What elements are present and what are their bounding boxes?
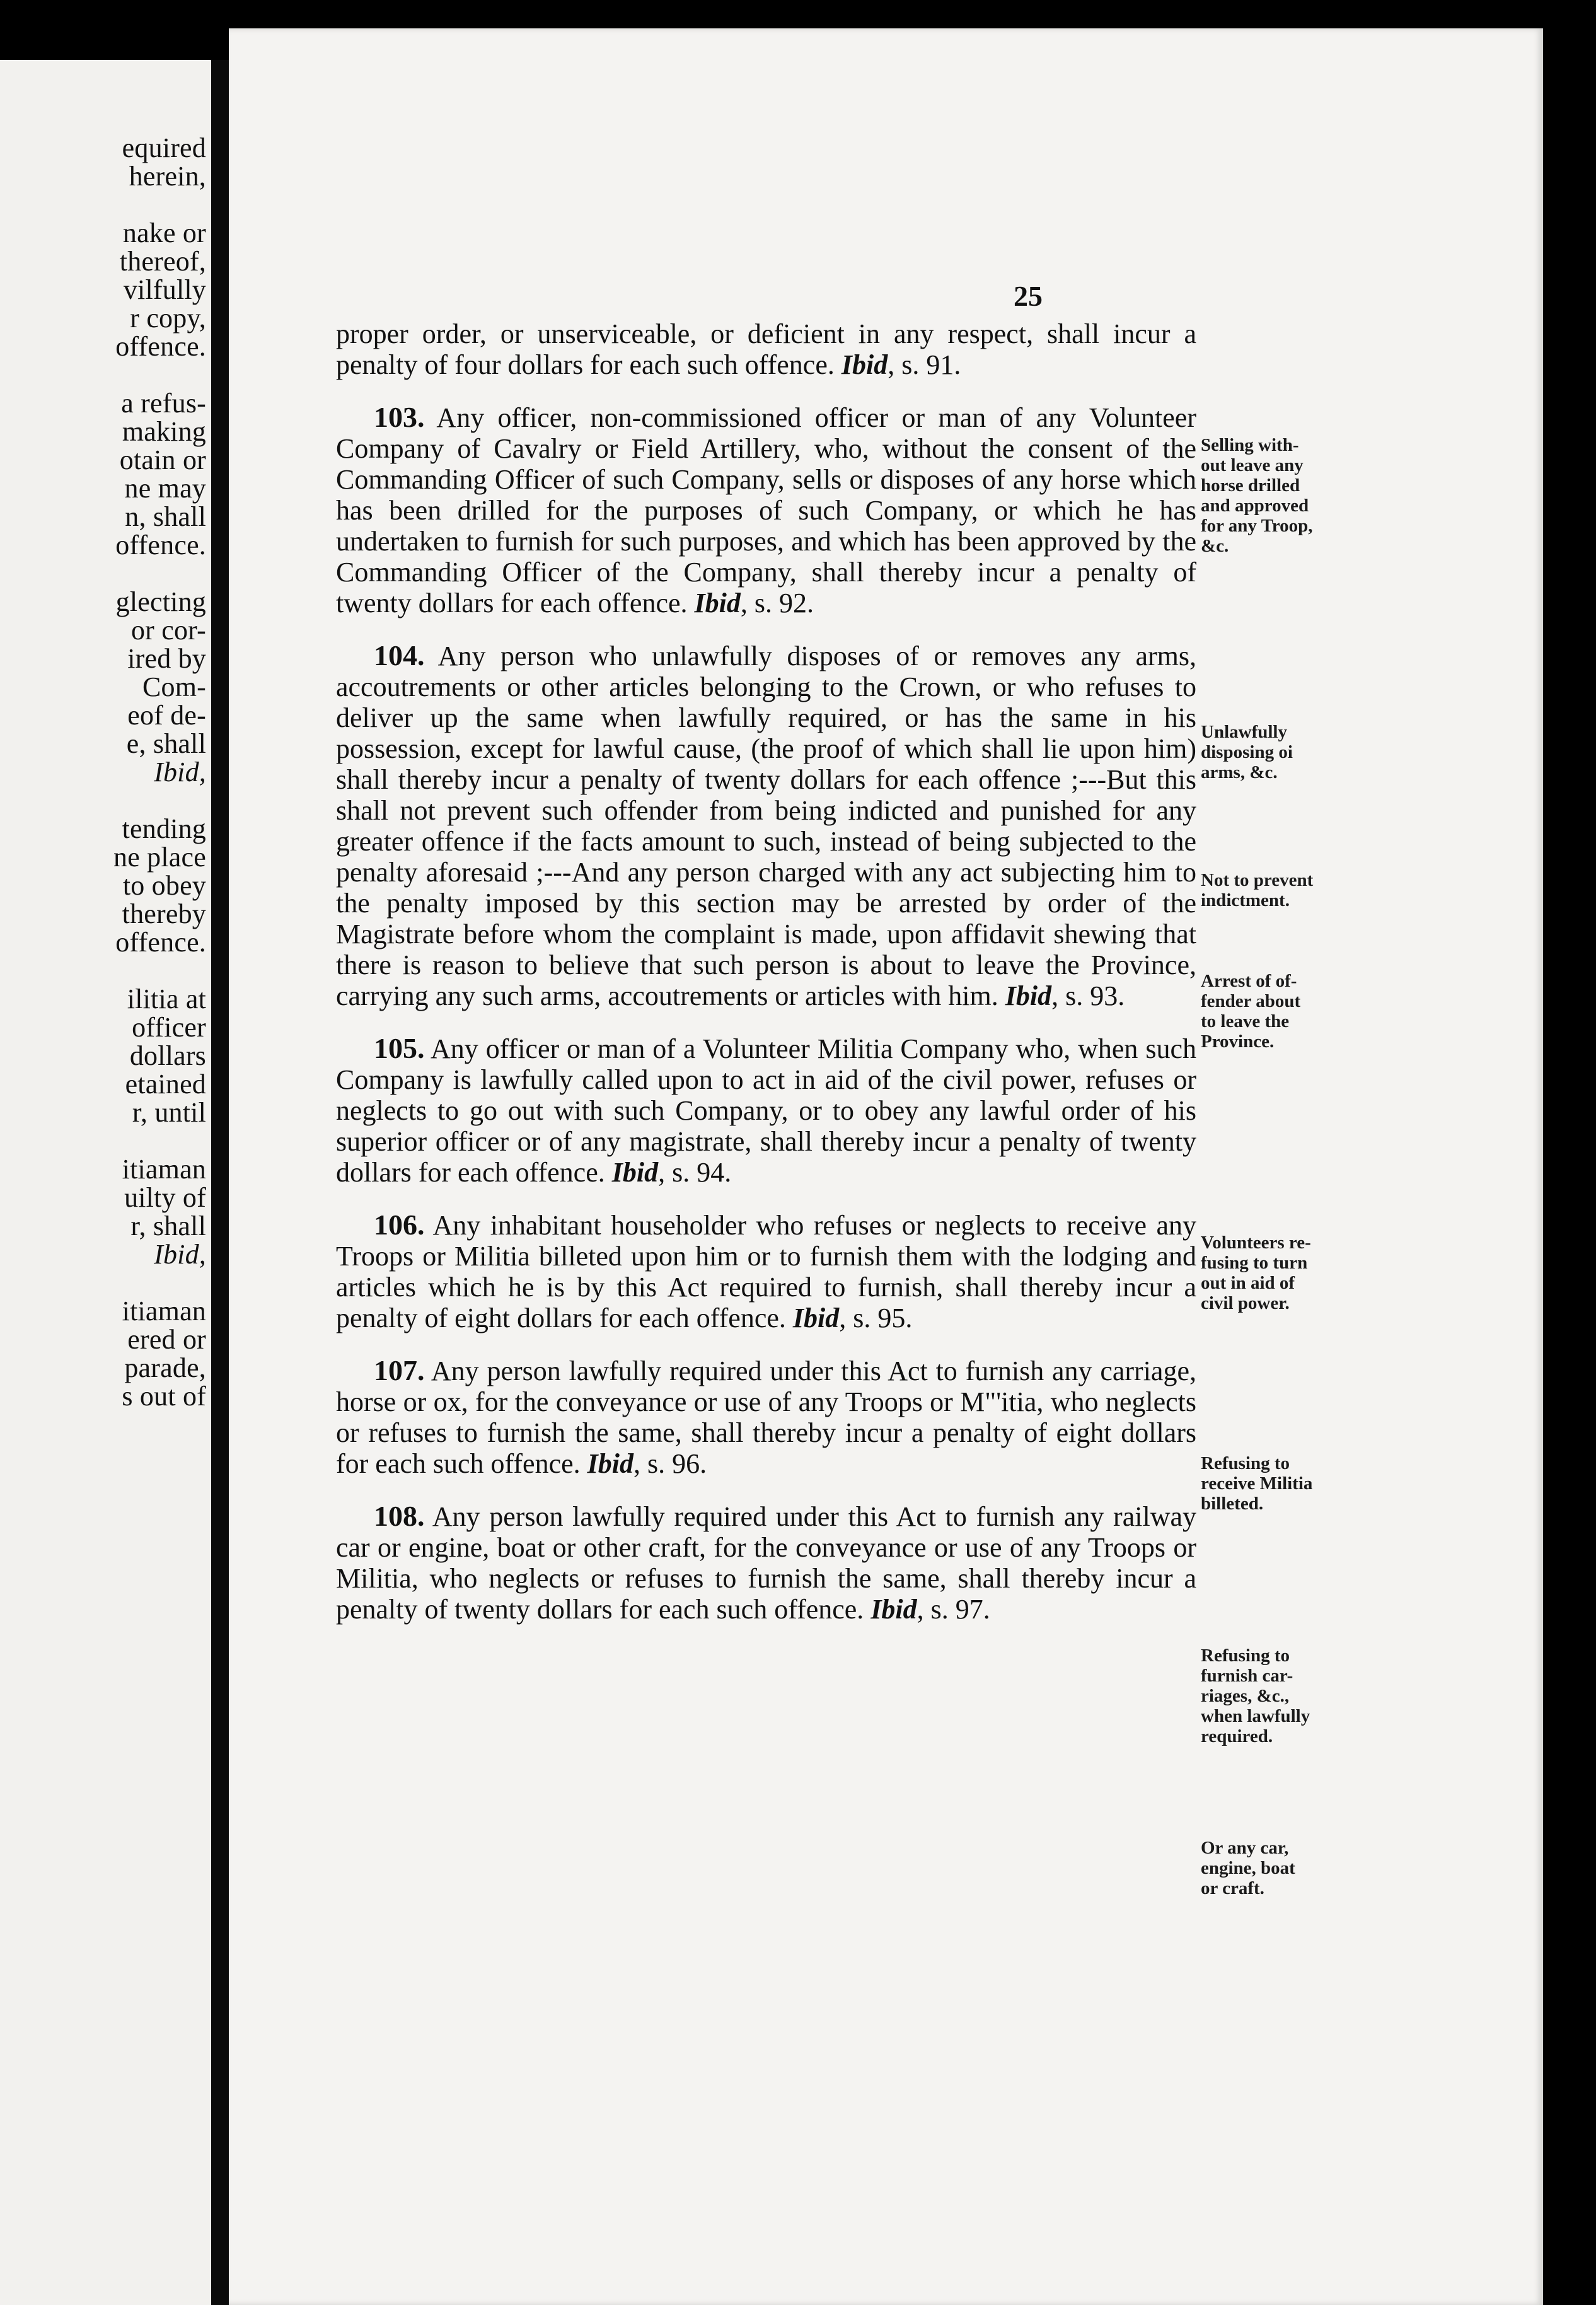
citation-ibid: Ibid <box>1005 980 1052 1011</box>
margin-note-line: and approved <box>1201 496 1309 516</box>
margin-note-line: riages, &c., <box>1201 1686 1290 1706</box>
margin-note-line: disposing oi <box>1201 742 1293 762</box>
citation-ibid: Ibid <box>611 1157 659 1188</box>
margin-note <box>1201 1838 1352 1898</box>
left-page-fragment: otain or <box>119 444 206 475</box>
left-page-fragment: eof de- <box>127 700 206 731</box>
section-paragraph <box>336 1209 1196 1333</box>
margin-note-line: civil power. <box>1201 1293 1290 1313</box>
book-gutter <box>211 60 229 2305</box>
left-page-fragment: thereby <box>122 898 206 929</box>
section-text: Any inhabitant householder who refuses or neglects to receive any Troops or Militia billeted upon him or to furnish them with the lodging and articles which he is by this Act required to furnish, shall thereby incur a penalty of eight dollars for each offence. <box>336 1210 1196 1333</box>
left-page-fragment: n, shall <box>125 501 206 532</box>
margin-note-line: fender about <box>1201 991 1301 1011</box>
left-page-fragment: Com- <box>142 671 206 702</box>
left-page-fragment: ired by <box>127 643 206 674</box>
left-page-fragment: r, until <box>132 1097 206 1128</box>
margin-note-line: out leave any <box>1201 455 1304 475</box>
margin-note-line: when lawfully <box>1201 1706 1310 1726</box>
citation-section: , s. 92. <box>740 588 814 618</box>
citation-section: , s. 95. <box>839 1303 913 1333</box>
left-page-fragment: thereof, <box>119 246 206 277</box>
left-page-fragment: equired <box>122 132 206 163</box>
margin-note-line: Arrest of of- <box>1201 971 1297 991</box>
margin-note-line: Not to prevent <box>1201 870 1314 890</box>
left-page-fragment: dollars <box>129 1040 206 1071</box>
margin-note <box>1201 1646 1352 1746</box>
section-paragraph <box>336 1033 1196 1188</box>
section-number: 107. <box>374 1354 425 1386</box>
margin-note-line: Or any car, <box>1201 1838 1289 1858</box>
margin-note-line: arms, &c. <box>1201 762 1278 782</box>
page-number: 25 <box>1014 280 1043 312</box>
margin-note-line: required. <box>1201 1726 1273 1746</box>
left-page-fragment: Ibid, <box>154 1239 206 1270</box>
left-page-fragment: itiaman <box>122 1154 206 1185</box>
margin-note-line: horse drilled <box>1201 475 1300 496</box>
citation-ibid: Ibid <box>694 588 741 618</box>
section-text: Any person lawfully required under this Act to furnish any carriage, horse or ox, for the conveyance or use of any Troops or M"'itia, who neglects or refuses to furnish the same, shall thereby incur a penalty of eight dollars for each such offence. <box>336 1356 1196 1479</box>
margin-note-line: billeted. <box>1201 1494 1264 1514</box>
left-page-fragment: or cor- <box>130 615 206 646</box>
citation-section: , s. 96. <box>633 1448 707 1479</box>
citation-ibid: Ibid <box>587 1448 634 1479</box>
margin-note <box>1201 1233 1352 1313</box>
margin-note-line: &c. <box>1201 536 1229 556</box>
citation-ibid: Ibid <box>792 1303 840 1333</box>
section-paragraph <box>336 1355 1196 1479</box>
margin-note-line: Unlawfully <box>1201 722 1287 742</box>
margin-note-line: fusing to turn <box>1201 1253 1308 1273</box>
citation-ibid: Ibid <box>841 349 888 380</box>
section-paragraph <box>336 640 1196 1011</box>
margin-note-line: to leave the <box>1201 1011 1290 1031</box>
section-text: Any officer, non-commissioned officer or man of any Volunteer Company of Cavalry or Field Artillery, who, without the consent of the Commanding Officer of such Company, sells or disposes of any horse which has been drilled for the purposes of such Company, or which he has undertaken to furnish for such purposes, and which has been approved by the Commanding Officer of the Company, shall thereby incur a penalty of twenty dollars for each offence. <box>336 402 1196 618</box>
margin-note <box>1201 1453 1352 1514</box>
left-page-fragment: ne place <box>113 842 206 873</box>
citation-section: , s. 93. <box>1051 980 1125 1011</box>
citation-section: , s. 97. <box>917 1594 990 1625</box>
left-page-fragment: tending <box>122 813 206 844</box>
left-page-fragment: officer <box>132 1012 206 1043</box>
left-page-fragment: offence. <box>115 331 206 362</box>
margin-note-line: or craft. <box>1201 1878 1264 1898</box>
margin-note-line: Volunteers re- <box>1201 1233 1311 1253</box>
section-text: Any person who unlawfully disposes of or removes any arms, accoutrements or other articles belonging to the Crown, or who refuses to deliver up the same when lawfully required, or has the same in his possession, except for lawful cause, (the proof of which shall lie upon him) shall thereby incur a penalty of twenty dollars for each offence ;---But this shall not prevent such offender from being indicted and punished for any greater offence if the facts amount to such, instead of being subjected to the penalty aforesaid ;---And any person charged with any act subjecting him to the penalty imposed by this section may be arrested by order of the Magistrate before whom the complaint is made, upon affidavit shewing that there is reason to believe that such person is about to leave the Province, carrying any such arms, accoutrements or articles with him. <box>336 641 1197 1011</box>
left-page-fragment: r copy, <box>130 303 206 334</box>
margin-note-line: furnish car- <box>1201 1666 1293 1686</box>
left-page-fragment: glecting <box>115 586 206 617</box>
margin-note <box>1201 971 1352 1052</box>
margin-note-line: indictment. <box>1201 890 1290 910</box>
left-page-fragment: vilfully <box>123 274 206 305</box>
section-text: Any person lawfully required under this Act to furnish any railway car or engine, boat or other craft, for the conveyance or use of any Troops or Militia, who neglects or refuses to furnish the same, shall thereby incur a penalty of twenty dollars for each such offence. <box>336 1501 1196 1625</box>
citation-section: , s. 94. <box>658 1157 732 1188</box>
margin-note <box>1201 722 1352 782</box>
left-page-fragment: to obey <box>122 870 206 901</box>
left-page-fragment: e, shall <box>126 728 206 759</box>
citation-ibid: Ibid <box>870 1594 917 1625</box>
section-paragraph <box>336 402 1196 618</box>
left-facing-page <box>0 60 211 2305</box>
left-page-fragment: parade, <box>124 1352 206 1383</box>
margin-note-line: engine, boat <box>1201 1858 1295 1878</box>
margin-note <box>1201 870 1352 910</box>
citation-section: , s. 91. <box>888 349 961 380</box>
margin-note-line: Refusing to <box>1201 1453 1290 1473</box>
left-page-fragment: offence. <box>115 530 206 560</box>
left-page-fragment: offence. <box>115 927 206 958</box>
section-paragraph <box>336 1501 1196 1625</box>
section-number: 104. <box>374 639 425 671</box>
section-text: proper order, or unserviceable, or deficient in any respect, shall incur a penalty of four dollars for each such offence. <box>336 318 1196 380</box>
section-number: 106. <box>374 1209 425 1241</box>
left-page-fragment: uilty of <box>124 1182 206 1213</box>
left-page-fragment: r, shall <box>130 1211 206 1241</box>
margin-note <box>1201 435 1352 556</box>
page-body <box>336 318 1196 1625</box>
left-page-fragment: etained <box>125 1069 206 1100</box>
section-number: 105. <box>374 1032 425 1064</box>
left-page-fragment: nake or <box>122 218 206 248</box>
margin-note-line: for any Troop, <box>1201 516 1313 536</box>
left-page-fragment: s out of <box>122 1381 206 1412</box>
margin-note-line: receive Militia <box>1201 1473 1313 1494</box>
continued-paragraph <box>336 318 1196 380</box>
margin-note-line: out in aid of <box>1201 1273 1295 1293</box>
margin-note-line: Selling with- <box>1201 435 1299 455</box>
margin-note-line: Province. <box>1201 1031 1275 1052</box>
left-page-fragment: Ibid, <box>154 757 206 787</box>
left-page-fragment: ne may <box>124 473 206 504</box>
left-page-fragment: a refus- <box>121 388 206 419</box>
left-page-fragment: itiaman <box>122 1296 206 1327</box>
left-page-fragment: making <box>122 416 206 447</box>
left-page-fragment: ered or <box>127 1324 206 1355</box>
section-number: 103. <box>374 401 425 433</box>
left-page-fragment: herein, <box>129 161 206 192</box>
left-page-fragment: ilitia at <box>127 984 206 1014</box>
section-text: Any officer or man of a Volunteer Militia Company who, when such Company is lawfully called upon to act in aid of the civil power, refuses or neglects to go out with such Company, or to obey any lawful order of his superior officer or of any magistrate, shall thereby incur a penalty of twenty dollars for each offence. <box>336 1033 1196 1188</box>
margin-note-line: Refusing to <box>1201 1646 1290 1666</box>
section-number: 108. <box>374 1500 425 1532</box>
